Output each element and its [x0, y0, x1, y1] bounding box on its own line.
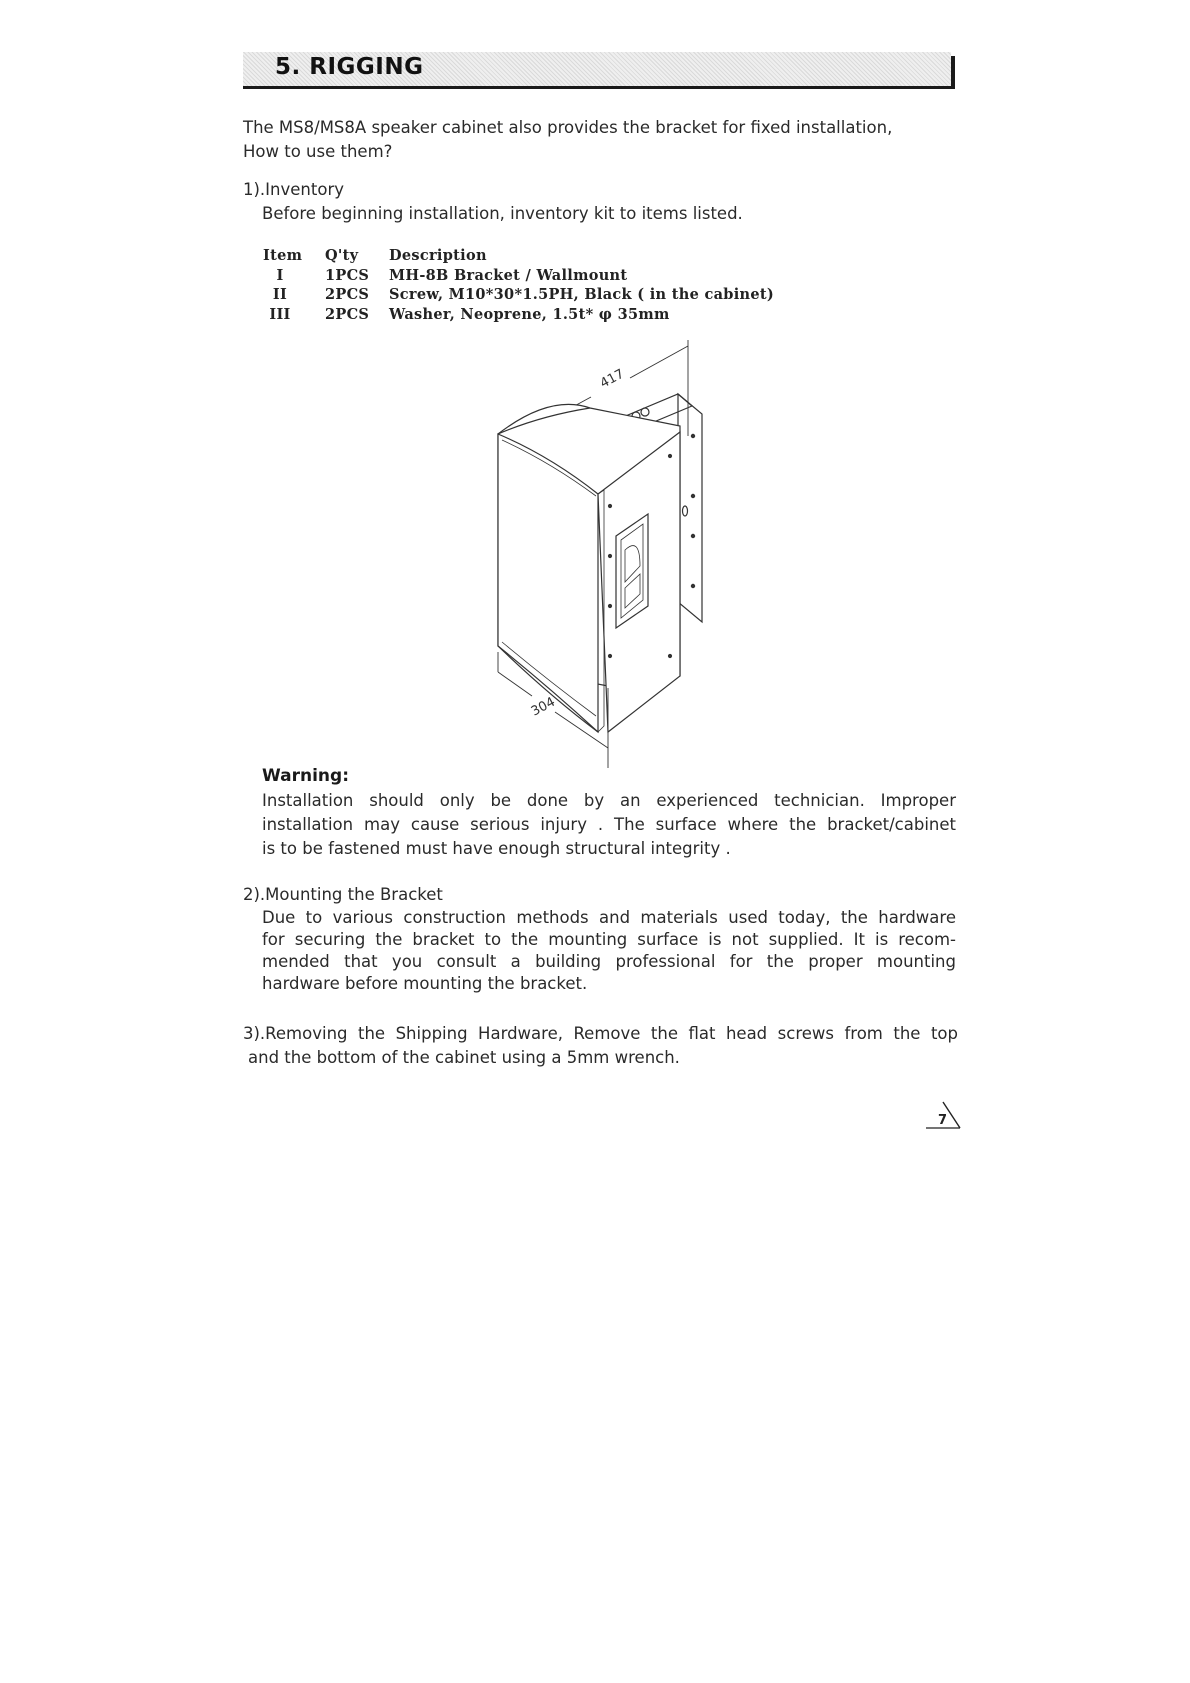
inventory-cell-description: Washer, Neoprene, 1.5t* φ 35mm — [389, 305, 670, 323]
speaker-cabinet — [498, 404, 680, 732]
section-2-line-3: mended that you consult a building professional for the proper mounting — [262, 952, 956, 971]
inventory-cell-qty: 2PCS — [325, 286, 370, 303]
warning-title: Warning: — [262, 766, 350, 786]
inventory-table — [263, 246, 774, 324]
section-3-line-1: 3).Removing the Shipping Hardware, Remove the flat head screws from the top — [243, 1024, 958, 1043]
inventory-header-description: Description — [389, 247, 487, 264]
section-2-title: 2).Mounting the Bracket — [243, 885, 443, 904]
depth-dimension-label: 417 — [597, 366, 627, 392]
inventory-cell-item: I — [276, 266, 284, 284]
inventory-row — [263, 266, 774, 286]
inventory-row — [263, 285, 774, 305]
inventory-cell-description: Screw, M10*30*1.5PH, Black ( in the cabinet) — [389, 286, 775, 303]
inventory-header-qty: Q'ty — [325, 247, 359, 264]
inventory-cell-description: MH-8B Bracket / Wallmount — [389, 266, 628, 284]
inventory-row — [263, 305, 774, 325]
page-number: 7 — [938, 1113, 948, 1128]
section-3-line-2: and the bottom of the cabinet using a 5mm wrench. — [248, 1048, 680, 1067]
header-right-bar — [951, 56, 955, 89]
page-number-badge — [924, 1100, 962, 1130]
section-header — [243, 52, 951, 89]
intro-paragraph — [243, 116, 963, 164]
section-2-line-1: Due to various construction methods and materials used today, the hardware — [262, 908, 956, 927]
intro-line-1: The MS8/MS8A speaker cabinet also provides the bracket for fixed installation, — [243, 118, 893, 137]
section-1-title: 1).Inventory — [243, 180, 344, 199]
section-2-body — [262, 907, 956, 995]
section-1-body: Before beginning installation, inventory kit to items listed. — [262, 204, 743, 223]
warning-line-3: is to be fastened must have enough structural integrity . — [262, 839, 731, 858]
speaker-bracket-diagram — [480, 336, 720, 776]
section-2-line-2: for securing the bracket to the mounting surface is not supplied. It is recom- — [262, 930, 956, 949]
width-dimension-label: 304 — [528, 694, 558, 720]
intro-line-2: How to use them? — [243, 142, 393, 161]
inventory-cell-qty: 2PCS — [325, 305, 370, 323]
warning-line-2: installation may cause serious injury . The surface where the bracket/cabinet — [262, 815, 956, 834]
section-2-line-4: hardware before mounting the bracket. — [262, 974, 588, 993]
inventory-header-row — [263, 246, 774, 266]
inventory-cell-qty: 1PCS — [325, 266, 370, 284]
section-3-paragraph — [243, 1022, 958, 1070]
warning-body — [262, 789, 956, 861]
inventory-cell-item: III — [269, 305, 291, 323]
inventory-header-item: Item — [263, 247, 303, 264]
inventory-cell-item: II — [272, 286, 288, 303]
section-title: 5. RIGGING — [275, 54, 424, 80]
warning-line-1: Installation should only be done by an experienced technician. Improper — [262, 791, 956, 810]
